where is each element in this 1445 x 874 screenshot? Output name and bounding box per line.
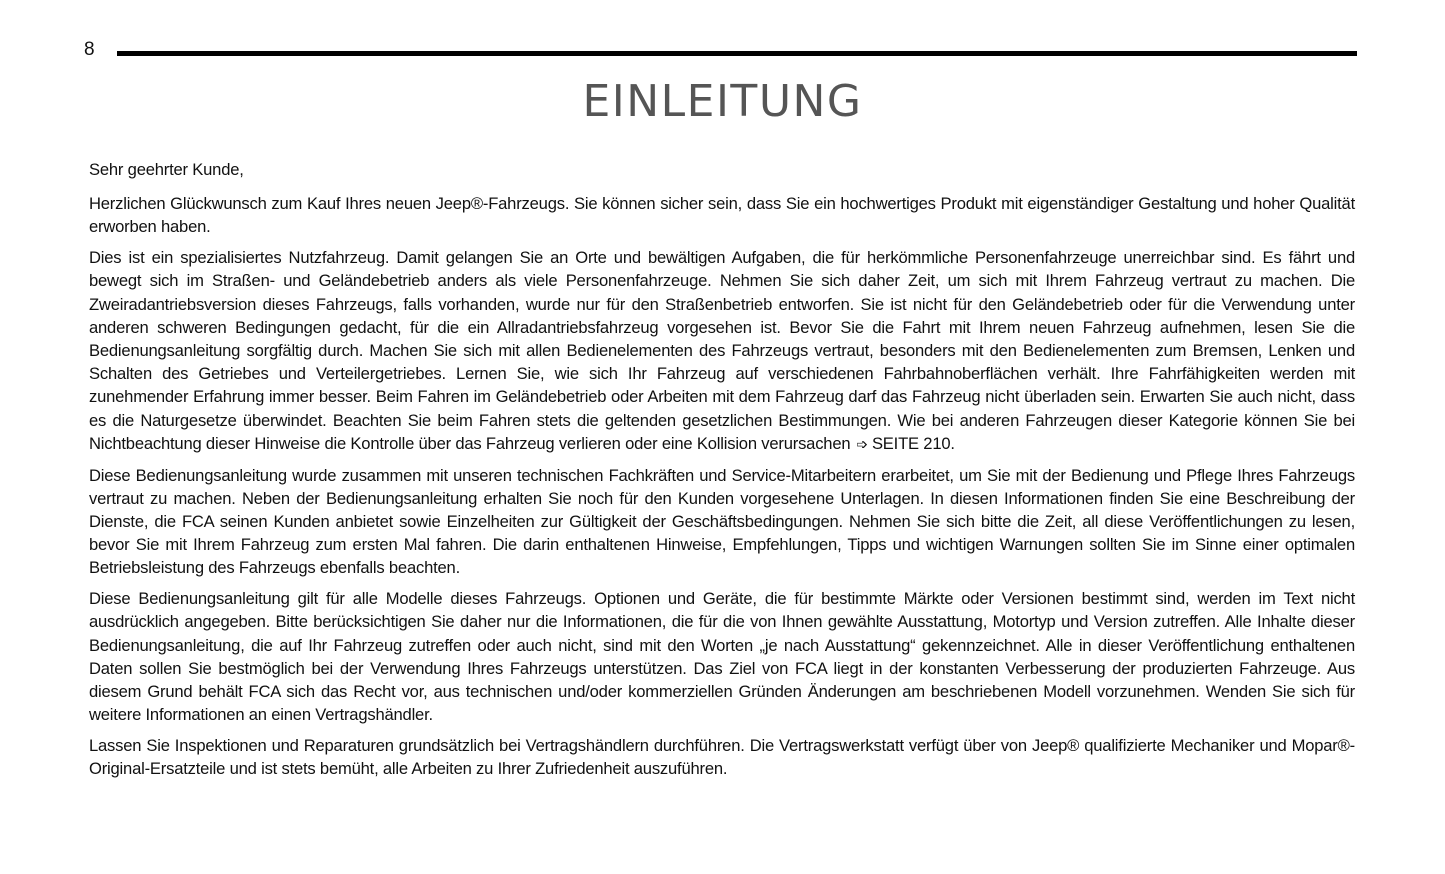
paragraph-vehicle-usage-text: Dies ist ein spezialisiertes Nutzfahrzeug. Damit gelangen Sie an Orte und bewältigen Aufgaben, die für herkömmliche Personenfahrzeuge unerreichbar sind. Es fährt und bewegt sich im Straßen- und Geländebetrieb anders als viele Personenfahrzeuge. Nehmen Sie sich daher Zeit, um sich mit Ihrem Fahrzeug vertraut zu machen. Die Zweiradantriebsversion dieses Fahrzeugs, falls vorhanden, wurde nur für den Straßenbetrieb entworfen. Sie ist nicht für den Geländebetrieb oder für die Verwendung unter anderen schweren Bedingungen gedacht, für die ein Allradantriebsfahrzeug vorgesehen ist. Bevor Sie die Fahrt mit Ihrem neuen Fahrzeug aufnehmen, lesen Sie die Bedienungsanleitung sorgfältig durch. Machen Sie sich mit allen Bedienelementen des Fahrzeugs vertraut, besonders mit den Bedienelementen zum Bremsen, Lenken und Schalten des Getriebes und Verteilergetriebes. Lernen Sie, wie sich Ihr Fahrzeug auf verschiedenen Fahrbahnoberflächen verhält. Ihre Fahrfähigkeiten werden mit zunehmender Erfahrung immer besser. Beim Fahren im Geländebetrieb oder Arbeiten mit dem Fahrzeug darf das Fahrzeug nicht überladen sein. Erwarten Sie auch nicht, dass es die Naturgesetze überwindet. Beachten Sie beim Fahren stets die geltenden gesetzlichen Bestimmungen. Wie bei anderen Fahrzeugen dieser Kategorie können Sie bei Nichtbeachtung dieser Hinweise die Kontrolle über das Fahrzeug verlieren oder eine Kollision verursachen: [89, 248, 1355, 453]
paragraph-manual-info: Diese Bedienungsanleitung wurde zusammen mit unseren technischen Fachkräften und Service-Mitarbeitern erarbeitet, um Sie mit der Bedienung und Pflege Ihres Fahrzeugs vertraut zu machen. Neben der Bedienungsanleitung erhalten Sie noch für den Kunden vorgesehene Unterlagen. In diesen Informationen finden Sie eine Beschreibung der Dienste, die FCA seinen Kunden anbietet sowie Einzelheiten zur Gültigkeit der Geschäftsbedingungen. Nehmen Sie sich bitte die Zeit, all diese Veröffentlichungen zu lesen, bevor Sie mit Ihrem Fahrzeug zum ersten Mal fahren. Die darin enthaltenen Hinweise, Empfehlungen, Tipps und wichtigen Warnungen sollten Sie im Sinne einer optimalen Betriebsleistung des Fahrzeugs ebenfalls beachten.: [89, 465, 1355, 578]
cross-reference-link[interactable]: SEITE 210.: [871, 433, 955, 453]
page-number: 8: [84, 39, 95, 60]
paragraph-service: Lassen Sie Inspektionen und Reparaturen grundsätzlich bei Vertragshändlern durchführen. Die Vertragswerkstatt verfügt über von Jeep® qualifizierte Mechaniker und Mopar®-Original-Ersatzteile und ist stets bemüht, alle Arbeiten zu Ihrer Zufriedenheit auszuführen.: [89, 736, 1355, 779]
arrow-right-icon: ➩: [856, 435, 868, 452]
chapter-title: EINLEITUNG: [582, 76, 863, 127]
header-rule: [117, 51, 1357, 56]
paragraph-congratulations: Herzlichen Glückwunsch zum Kauf Ihres neuen Jeep®-Fahrzeugs. Sie können sicher sein, dass Sie ein hochwertiges Produkt mit eigenständiger Gestaltung und hoher Qualität erworben haben.: [89, 194, 1355, 237]
body-text: [89, 158, 1355, 788]
paragraph-models: Diese Bedienungsanleitung gilt für alle Modelle dieses Fahrzeugs. Optionen und Geräte, die für bestimmte Märkte oder Versionen bestimmt sind, werden im Text nicht ausdrücklich angegeben. Bitte berücksichtigen Sie daher nur die Informationen, die für die von Ihnen gewählte Ausstattung, Motortyp und Version zutreffen. Alle Inhalte dieser Bedienungsanleitung, die auf Ihr Fahrzeug zutreffen oder auch nicht, sind mit den Worten „je nach Ausstattung“ gekennzeichnet. Alle in dieser Veröffentlichung enthaltenen Daten sollen Sie bestmöglich bei der Verwendung Ihres Fahrzeugs unterstützen. Das Ziel von FCA liegt in der konstanten Verbesserung der produzierten Fahrzeuge. Aus diesem Grund behält FCA sich das Recht vor, aus technischen und/oder kommerziellen Gründen Änderungen am beschriebenen Modell vorzunehmen. Wenden Sie sich für weitere Informationen an einen Vertragshändler.: [89, 589, 1355, 725]
salutation: Sehr geehrter Kunde,: [89, 160, 244, 179]
paragraph-vehicle-usage: [89, 246, 1355, 456]
